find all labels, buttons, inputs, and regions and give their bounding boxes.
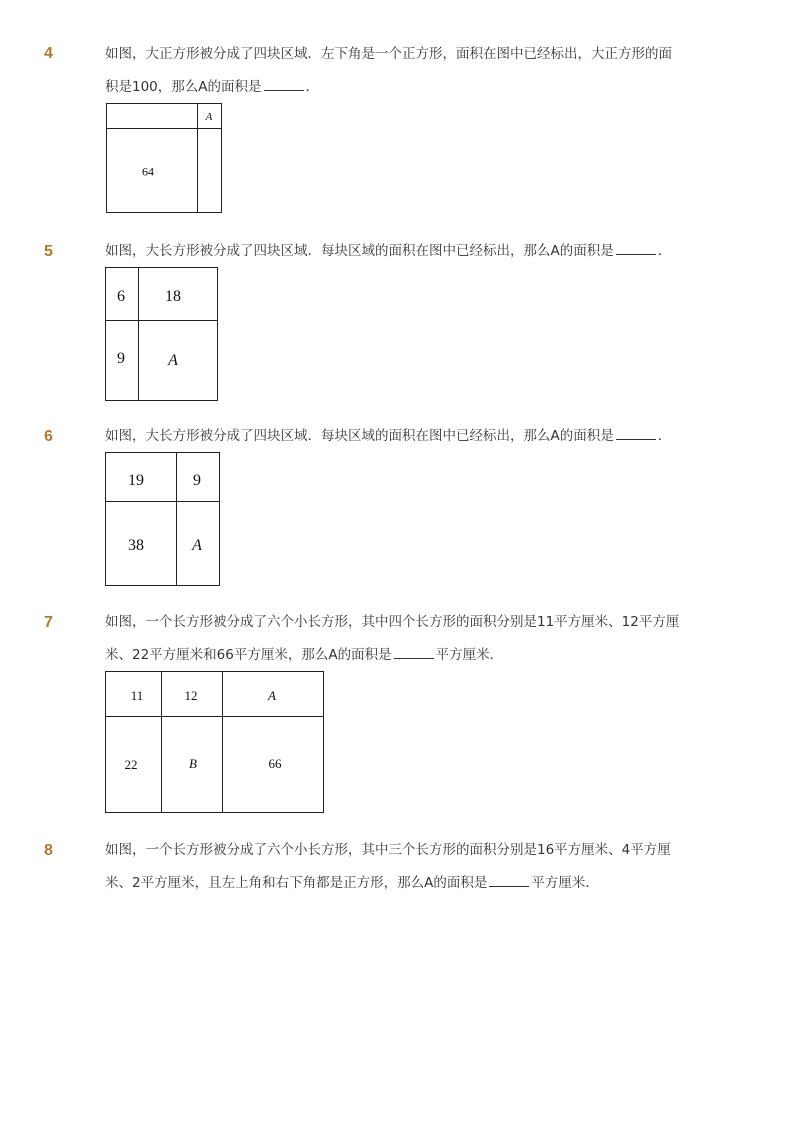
cell-value: 11: [130, 688, 144, 703]
divider-horizontal: [106, 128, 222, 129]
question-text-line: 如图，一个长方形被分成了六个小长方形，其中四个长方形的面积分别是11平方厘米、12平方厘: [105, 614, 680, 630]
cell-value: 66: [268, 756, 282, 771]
answer-blank[interactable]: [264, 76, 304, 91]
question-number: 4: [44, 45, 53, 62]
cell-value: 22: [124, 757, 138, 772]
figure-q6: [105, 452, 220, 586]
question-text-line: 如图，一个长方形被分成了六个小长方形，其中三个长方形的面积分别是16平方厘米、4平方厘: [105, 842, 671, 858]
divider-vertical: [138, 267, 139, 401]
answer-blank[interactable]: [394, 644, 434, 659]
question-text: [105, 420, 725, 453]
outer-rectangle: [105, 452, 220, 586]
question-text: [105, 606, 725, 672]
figure-q5: [105, 267, 218, 401]
question-number: 8: [44, 842, 53, 859]
cell-value: 38: [128, 537, 144, 554]
answer-blank[interactable]: [489, 872, 529, 887]
cell-value: 19: [128, 472, 144, 489]
question-text-line: 如图，大长方形被分成了四块区域．每块区域的面积在图中已经标出，那么A的面积是 ．: [105, 235, 725, 268]
cell-value: A: [268, 688, 276, 703]
cell-value: 18: [165, 288, 181, 305]
question-text-line: 积是100，那么A的面积是 ．: [105, 71, 725, 104]
cell-value: 12: [184, 688, 198, 703]
question-number: 6: [44, 428, 53, 445]
question-text: [105, 235, 725, 268]
figure-q4: [106, 103, 222, 213]
question-text: [105, 38, 725, 104]
divider-vertical: [176, 452, 177, 586]
divider-vertical: [197, 103, 198, 213]
cell-value: A: [168, 352, 178, 369]
cell-value: 9: [117, 350, 125, 367]
divider-horizontal: [105, 716, 324, 717]
cell-value: 6: [117, 288, 125, 305]
question-number: 5: [44, 243, 53, 260]
figure-q7: [105, 671, 324, 813]
label-64: 64: [142, 164, 154, 179]
answer-blank[interactable]: [616, 425, 656, 440]
outer-square: [106, 103, 222, 213]
label-a: A: [205, 111, 213, 123]
question-text-line: 如图，大正方形被分成了四块区域．左下角是一个正方形，面积在图中已经标出，大正方形的面: [105, 46, 672, 62]
cell-value: A: [192, 537, 202, 554]
divider-vertical: [222, 671, 223, 813]
question-number: 7: [44, 614, 53, 631]
question-text-line: 米、22平方厘米和66平方厘米，那么A的面积是 平方厘米．: [105, 639, 725, 672]
divider-horizontal: [105, 501, 220, 502]
answer-blank[interactable]: [616, 240, 656, 255]
cell-value: B: [189, 756, 197, 771]
cell-value: 9: [193, 472, 201, 489]
question-text-line: 如图，大长方形被分成了四块区域．每块区域的面积在图中已经标出，那么A的面积是 ．: [105, 420, 725, 453]
divider-vertical: [161, 671, 162, 813]
question-text-line: 米、2平方厘米，且左上角和右下角都是正方形，那么A的面积是 平方厘米．: [105, 867, 725, 900]
divider-horizontal: [105, 320, 218, 321]
question-text: [105, 834, 725, 900]
